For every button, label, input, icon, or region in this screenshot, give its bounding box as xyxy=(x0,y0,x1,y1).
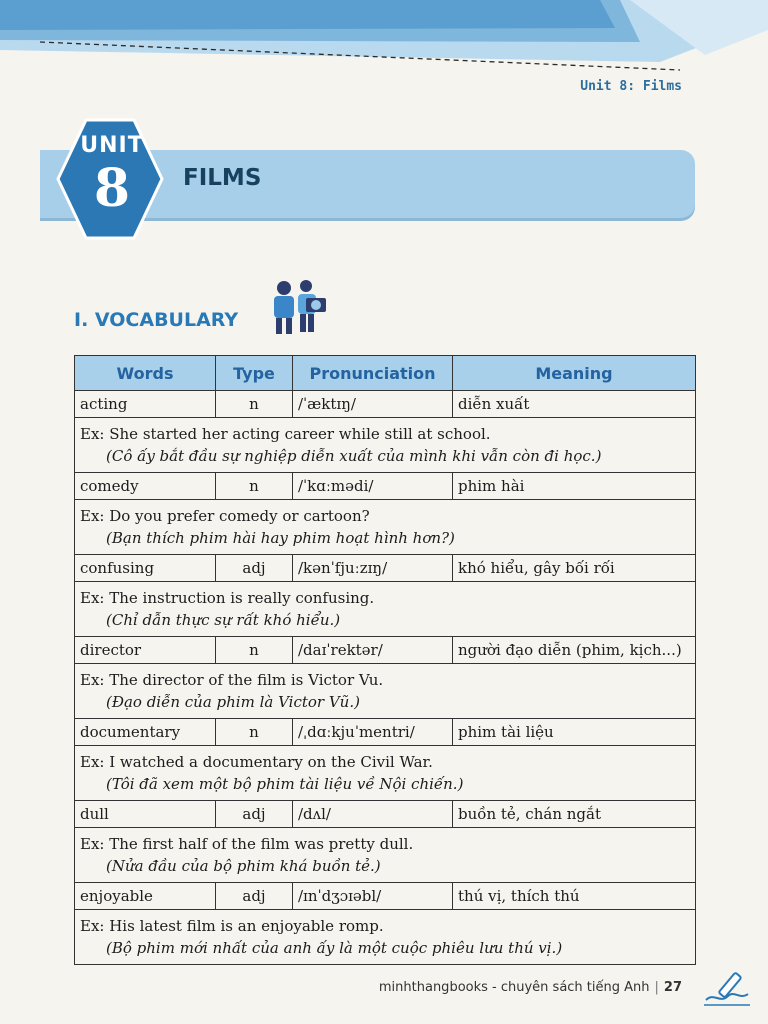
word-cell: confusing xyxy=(75,555,216,582)
type-cell: n xyxy=(216,719,293,746)
unit-label: UNIT xyxy=(80,133,144,158)
unit-title: FILMS xyxy=(183,165,262,191)
word-row xyxy=(75,391,696,418)
vocabulary-table xyxy=(74,355,696,965)
example-cell xyxy=(75,500,696,555)
unit-number: 8 xyxy=(93,158,131,219)
type-cell: n xyxy=(216,637,293,664)
example-row xyxy=(75,910,696,965)
example-vietnamese: (Chỉ dẫn thực sự rất khó hiểu.) xyxy=(106,611,341,629)
type-cell: adj xyxy=(216,801,293,828)
example-english: Ex: The director of the film is Victor Vu. xyxy=(80,671,384,689)
example-vietnamese: (Đạo diễn của phim là Victor Vũ.) xyxy=(106,693,360,711)
meaning-cell: thú vị, thích thú xyxy=(453,883,696,910)
meaning-cell: phim tài liệu xyxy=(453,719,696,746)
example-cell xyxy=(75,746,696,801)
header-pronunciation: Pronunciation xyxy=(293,356,453,391)
pronunciation-cell: /ˈkɑːmədi/ xyxy=(293,473,453,500)
word-cell: enjoyable xyxy=(75,883,216,910)
example-vietnamese: (Nửa đầu của bộ phim khá buồn tẻ.) xyxy=(106,857,381,875)
word-cell: documentary xyxy=(75,719,216,746)
pen-writing-icon xyxy=(700,968,754,1008)
example-cell xyxy=(75,418,696,473)
meaning-cell: người đạo diễn (phim, kịch...) xyxy=(453,637,696,664)
meaning-cell: diễn xuất xyxy=(453,391,696,418)
word-cell: acting xyxy=(75,391,216,418)
meaning-cell: khó hiểu, gây bối rối xyxy=(453,555,696,582)
running-header: Unit 8: Films xyxy=(580,79,682,94)
example-english: Ex: The first half of the film was pretty dull. xyxy=(80,835,414,853)
type-cell: n xyxy=(216,473,293,500)
type-cell: adj xyxy=(216,555,293,582)
example-vietnamese: (Bộ phim mới nhất của anh ấy là một cuộc phiêu lưu thú vị.) xyxy=(106,939,563,957)
word-cell: comedy xyxy=(75,473,216,500)
word-row xyxy=(75,637,696,664)
example-row xyxy=(75,746,696,801)
example-vietnamese: (Bạn thích phim hài hay phim hoạt hình hơn?) xyxy=(106,529,455,547)
example-english: Ex: I watched a documentary on the Civil War. xyxy=(80,753,433,771)
pronunciation-cell: /ˌdɑːkjuˈmentri/ xyxy=(293,719,453,746)
type-cell: n xyxy=(216,391,293,418)
example-row xyxy=(75,828,696,883)
publisher-text: minhthangbooks - chuyên sách tiếng Anh xyxy=(378,980,650,995)
pronunciation-cell: /ˈæktɪŋ/ xyxy=(293,391,453,418)
page-footer xyxy=(379,980,682,995)
page-number: 27 xyxy=(663,980,682,995)
example-vietnamese: (Tôi đã xem một bộ phim tài liệu về Nội chiến.) xyxy=(106,775,464,793)
meaning-cell: phim hài xyxy=(453,473,696,500)
header-meaning: Meaning xyxy=(453,356,696,391)
example-row xyxy=(75,500,696,555)
example-cell xyxy=(75,582,696,637)
example-english: Ex: His latest film is an enjoyable romp. xyxy=(80,917,384,935)
pronunciation-cell: /daɪˈrektər/ xyxy=(293,637,453,664)
header-words: Words xyxy=(75,356,216,391)
footer-separator: | xyxy=(654,980,659,995)
example-vietnamese: (Cô ấy bắt đầu sự nghiệp diễn xuất của mình khi vẫn còn đi học.) xyxy=(106,447,602,465)
section-title: I. VOCABULARY xyxy=(74,309,239,331)
header-type: Type xyxy=(216,356,293,391)
example-row xyxy=(75,664,696,719)
pronunciation-cell: /ɪnˈdʒɔɪəbl/ xyxy=(293,883,453,910)
pronunciation-cell: /dʌl/ xyxy=(293,801,453,828)
type-cell: adj xyxy=(216,883,293,910)
word-row xyxy=(75,719,696,746)
example-english: Ex: She started her acting career while still at school. xyxy=(80,425,491,443)
example-row xyxy=(75,418,696,473)
word-cell: director xyxy=(75,637,216,664)
pronunciation-cell: /kənˈfjuːzɪŋ/ xyxy=(293,555,453,582)
example-cell xyxy=(75,664,696,719)
example-english: Ex: The instruction is really confusing. xyxy=(80,589,375,607)
kids-camera-illustration-icon xyxy=(262,278,332,338)
word-row xyxy=(75,555,696,582)
example-cell xyxy=(75,910,696,965)
word-row xyxy=(75,883,696,910)
table-header-row xyxy=(75,356,696,391)
example-cell xyxy=(75,828,696,883)
word-row xyxy=(75,801,696,828)
example-row xyxy=(75,582,696,637)
meaning-cell: buồn tẻ, chán ngắt xyxy=(453,801,696,828)
example-english: Ex: Do you prefer comedy or cartoon? xyxy=(80,507,370,525)
word-row xyxy=(75,473,696,500)
word-cell: dull xyxy=(75,801,216,828)
